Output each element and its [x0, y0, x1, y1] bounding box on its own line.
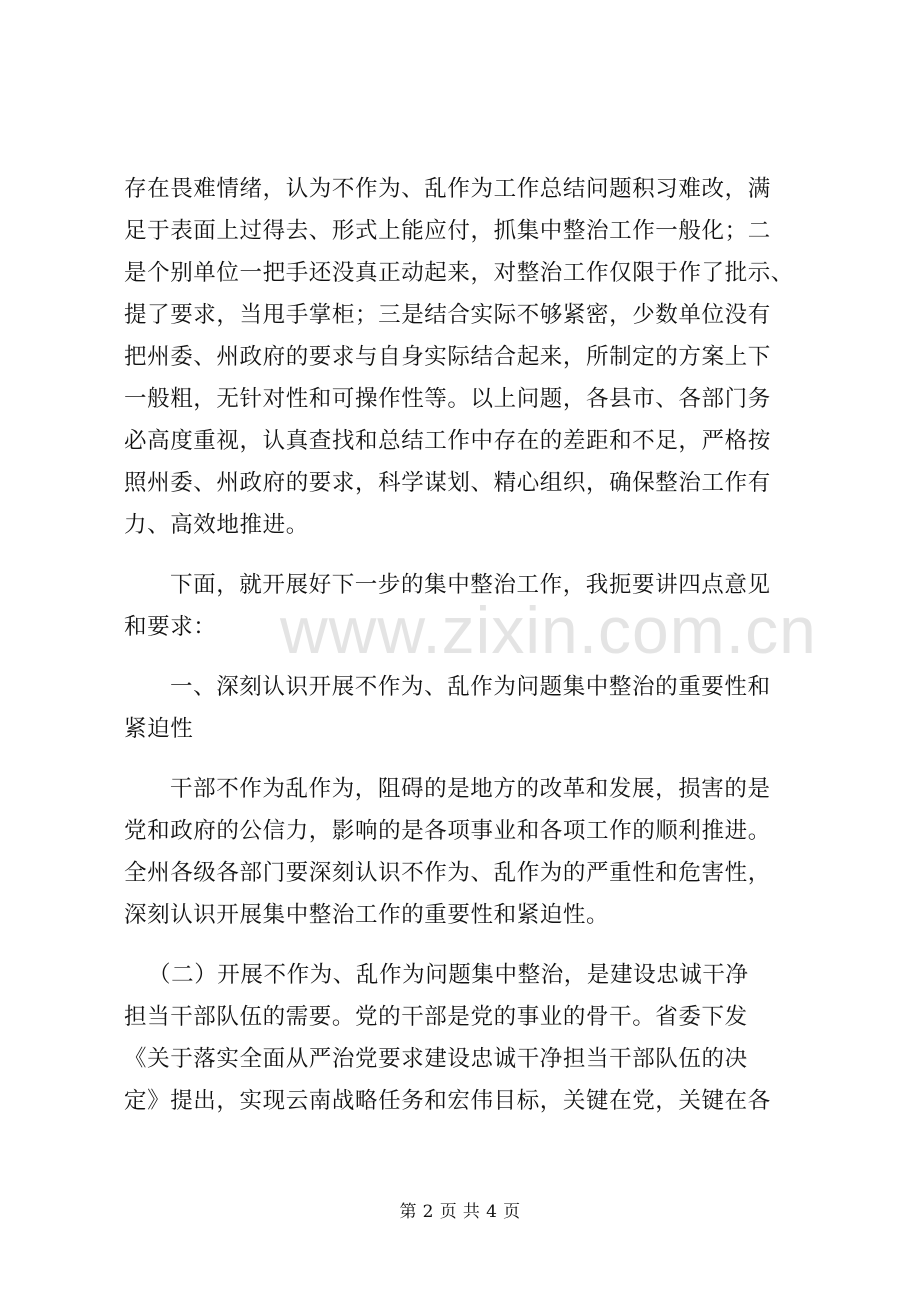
text-line: 担当干部队伍的需要。党的干部是党的事业的骨干。省委下发	[124, 1004, 748, 1030]
text-line: （二）开展不作为、乱作为问题集中整治，是建设忠诚干净	[148, 962, 749, 988]
text-line: 足于表面上过得去、形式上能应付，抓集中整治工作一般化；二	[124, 218, 771, 244]
text-line: 存在畏难情绪，认为不作为、乱作为工作总结问题积习难改，满	[124, 176, 771, 202]
text-line: 把州委、州政府的要求与自身实际结合起来，所制定的方案上下	[124, 344, 771, 370]
text-line: 紧迫性	[124, 716, 194, 742]
text-line: 一般粗，无针对性和可操作性等。以上问题，各县市、各部门务	[124, 386, 771, 412]
text-line: 提了要求，当甩手掌柜；三是结合实际不够紧密，少数单位没有	[124, 302, 771, 328]
text-line: 干部不作为乱作为，阻碍的是地方的改革和发展，损害的是	[170, 776, 771, 802]
text-line: 深刻认识开展集中整治工作的重要性和紧迫性。	[124, 902, 610, 928]
text-line: 一、深刻认识开展不作为、乱作为问题集中整治的重要性和	[170, 674, 771, 700]
text-line: 《关于落实全面从严治党要求建设忠诚干净担当干部队伍的决	[124, 1046, 748, 1072]
text-line: 党和政府的公信力，影响的是各项事业和各项工作的顺利推进。	[124, 818, 771, 844]
text-line: 和要求：	[124, 614, 217, 640]
text-line: 全州各级各部门要深刻认识不作为、乱作为的严重性和危害性，	[124, 860, 771, 886]
watermark: www.zixin.com.cn	[280, 593, 817, 667]
text-line: 下面，就开展好下一步的集中整治工作，我扼要讲四点意见	[170, 572, 771, 598]
text-line: 必高度重视，认真查找和总结工作中存在的差距和不足，严格按	[124, 428, 771, 454]
text-line: 照州委、州政府的要求，科学谋划、精心组织，确保整治工作有	[124, 470, 771, 496]
text-line: 定》提出，实现云南战略任务和宏伟目标，关键在党，关键在各	[124, 1088, 771, 1114]
text-line: 是个别单位一把手还没真正动起来，对整治工作仅限于作了批示、	[124, 260, 794, 286]
text-line: 力、高效地推进。	[124, 512, 309, 538]
page-footer: 第 2 页 共 4 页	[399, 1202, 521, 1222]
